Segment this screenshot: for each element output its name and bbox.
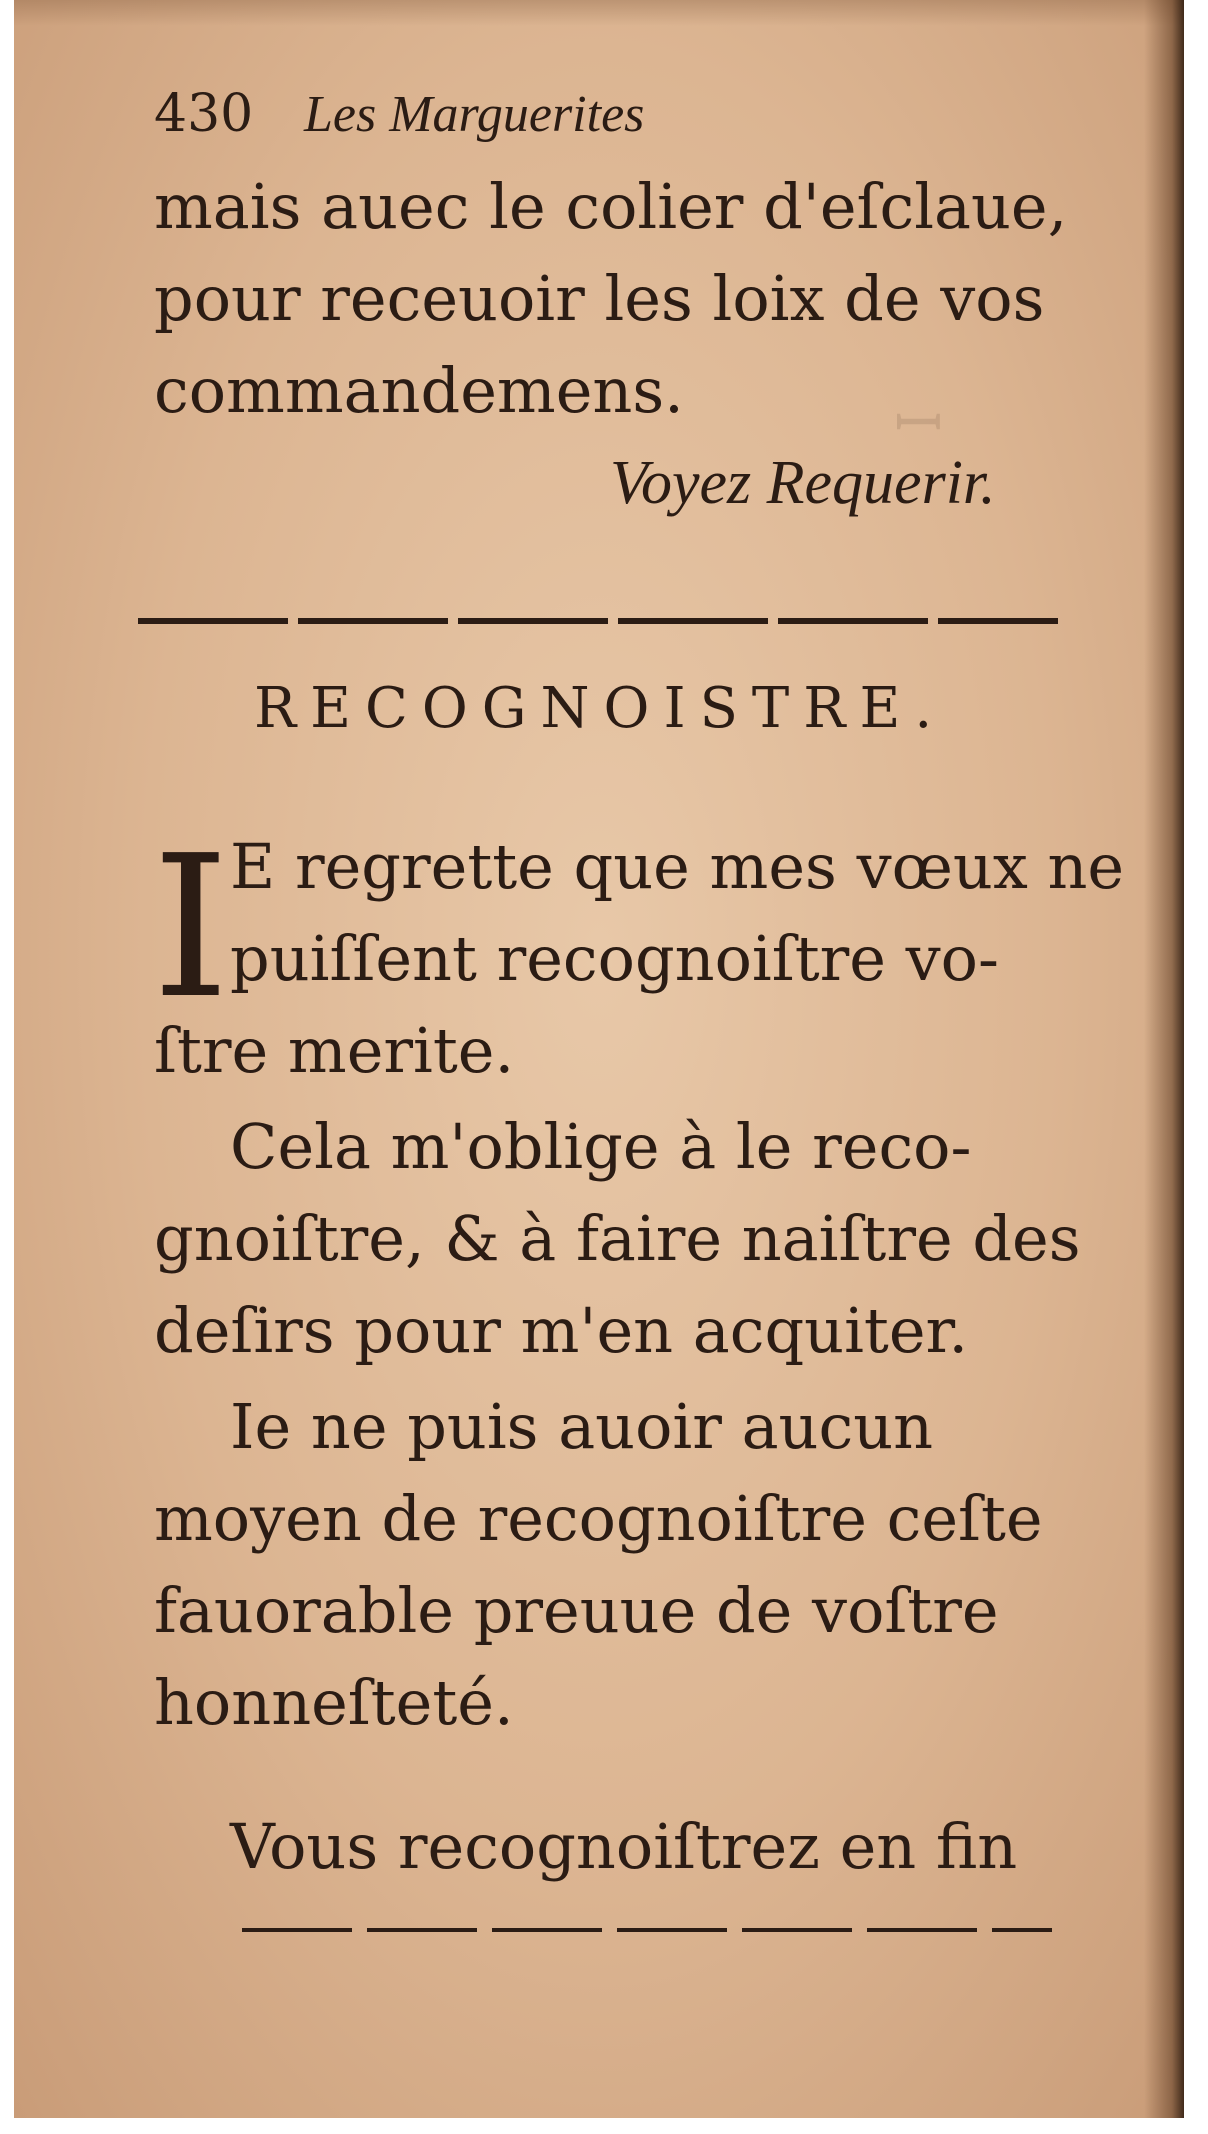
section-heading: RECOGNOISTRE. [254,676,947,741]
text-line: Vous recognoiſtrez en fin [230,1810,1018,1883]
cross-reference: Voyez Requerir. [610,449,996,517]
page-gutter-shadow [1144,0,1184,2118]
text-line: fauorable preuue de voſtre [154,1574,999,1647]
text-line: moyen de recognoiſtre ceſte [154,1482,1043,1555]
text-line: pour receuoir les loix de vos [154,262,1045,335]
text-line: honneſteté. [154,1666,514,1739]
page-number: 430 [154,84,254,144]
running-header [154,84,644,144]
running-head-title: Les Marguerites [304,86,645,143]
text-line: Cela m'oblige à le reco- [230,1110,972,1183]
show-through-mark: ꟷ [894,389,943,459]
text-line: deſirs pour m'en acquiter. [154,1294,969,1367]
book-page [14,0,1184,2118]
section-divider-rule [138,618,1058,624]
text-line: ſtre merite. [154,1014,515,1087]
text-line: puiſſent recognoiſtre vo- [230,922,999,995]
text-line: Ie ne puis auoir aucun [230,1390,934,1463]
text-line: gnoiſtre, & à faire naiſtre des [154,1202,1081,1275]
drop-cap: I [152,814,230,1042]
text-line: commandemens. [154,354,684,427]
page-top-shadow [14,0,1184,26]
text-line: E regrette que mes vœux ne [230,830,1125,903]
text-line: mais auec le colier d'eſclaue, [154,170,1068,243]
catchline-underline [242,1928,1052,1932]
